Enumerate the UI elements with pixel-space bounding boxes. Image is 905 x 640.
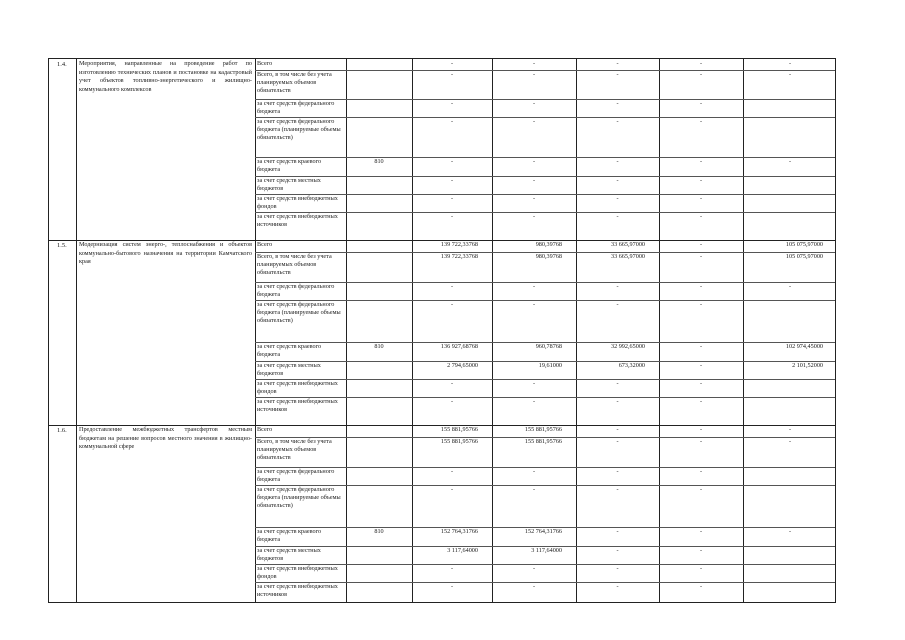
funding-source-label: Всего [257, 60, 273, 67]
funding-source-label: за счет средств внебюджетных источников [257, 583, 338, 598]
funding-source-label: за счет средств внебюджетных фондов [257, 195, 338, 210]
amount-cell: - [699, 253, 703, 260]
amount-cell: - [699, 177, 703, 184]
amount-cell: 105 075,97000 [785, 253, 823, 260]
section-number: 1.5. [57, 242, 67, 249]
amount-cell: - [616, 158, 619, 165]
amount-cell: - [616, 177, 619, 184]
amount-cell: - [616, 426, 619, 433]
amount-cell: 139 722,33768 [440, 241, 478, 248]
amount-cell: - [788, 158, 792, 165]
column-border [659, 59, 660, 602]
section-title: Модернизация систем энерго-, теплоснабжения и объектов коммунально-бытового назначения на территории Камчатского края [79, 241, 252, 266]
amount-cell: - [450, 583, 454, 590]
amount-cell: - [699, 547, 703, 554]
amount-cell: - [450, 565, 454, 572]
amount-cell: - [699, 343, 703, 350]
budget-code: 810 [374, 343, 384, 350]
amount-cell: - [616, 195, 619, 202]
funding-source-label: Всего [257, 426, 273, 433]
amount-cell: - [699, 380, 703, 387]
funding-source-label: за счет средств федерального бюджета [257, 283, 335, 298]
amount-cell: - [699, 301, 703, 308]
amount-cell: - [616, 118, 619, 125]
amount-cell: - [699, 486, 703, 493]
amount-cell: - [699, 438, 703, 445]
funding-source-label: Всего, в том числе без учета планируемых объемов обязательств [257, 71, 332, 94]
amount-cell: 136 927,68768 [440, 343, 478, 350]
amount-cell: - [450, 71, 454, 78]
amount-cell: - [532, 60, 536, 67]
amount-cell: - [532, 213, 536, 220]
amount-cell: - [450, 177, 454, 184]
amount-cell: - [532, 398, 536, 405]
amount-cell: 3 117,64000 [531, 547, 562, 554]
amount-cell: 32 992,65000 [610, 343, 645, 350]
column-border [743, 59, 744, 602]
amount-cell: - [616, 100, 619, 107]
amount-cell: - [450, 213, 454, 220]
amount-cell: - [699, 158, 703, 165]
amount-cell: 155 881,95766 [524, 426, 562, 433]
amount-cell: - [532, 283, 536, 290]
amount-cell: - [616, 583, 619, 590]
amount-cell: - [532, 486, 536, 493]
amount-cell: - [788, 283, 792, 290]
amount-cell: - [699, 195, 703, 202]
funding-source-label: за счет средств внебюджетных источников [257, 213, 338, 228]
amount-cell: - [699, 71, 703, 78]
funding-source-label: за счет средств краевого бюджета [257, 528, 322, 543]
funding-source-label: за счет средств местных бюджетов [257, 177, 321, 192]
amount-cell: - [616, 60, 619, 67]
amount-cell: - [450, 118, 454, 125]
amount-cell: - [616, 547, 619, 554]
amount-cell: 19,61000 [538, 362, 562, 369]
amount-cell: - [699, 362, 703, 369]
amount-cell: - [699, 583, 703, 590]
amount-cell: - [616, 283, 619, 290]
funding-source-label: Всего [257, 241, 273, 248]
amount-cell: - [450, 380, 454, 387]
amount-cell: - [450, 486, 454, 493]
amount-cell: - [616, 398, 619, 405]
amount-cell: - [616, 528, 619, 535]
amount-cell: - [532, 301, 536, 308]
section-number: 1.4. [57, 61, 67, 68]
amount-cell: 2 101,52000 [792, 362, 823, 369]
amount-cell: - [616, 438, 619, 445]
amount-cell: 960,78768 [535, 343, 562, 350]
amount-cell: - [699, 60, 703, 67]
amount-cell: - [699, 118, 703, 125]
amount-cell: - [788, 60, 792, 67]
amount-cell: - [616, 380, 619, 387]
amount-cell: 980,39768 [535, 241, 562, 248]
amount-cell: - [616, 213, 619, 220]
amount-cell: - [532, 71, 536, 78]
amount-cell: - [450, 301, 454, 308]
funding-source-label: за счет средств федерального бюджета (планируемые объемы обязательств) [257, 486, 341, 509]
amount-cell: - [532, 468, 536, 475]
section-number: 1.6. [57, 427, 67, 434]
amount-cell: - [450, 195, 454, 202]
column-border [346, 59, 347, 602]
amount-cell: - [699, 426, 703, 433]
funding-source-label: за счет средств местных бюджетов [257, 547, 321, 562]
amount-cell: - [788, 438, 792, 445]
amount-cell: - [532, 100, 536, 107]
funding-source-label: за счет средств федерального бюджета [257, 468, 335, 483]
amount-cell: - [532, 158, 536, 165]
column-border [412, 59, 413, 602]
amount-cell: - [699, 565, 703, 572]
funding-source-label: за счет средств местных бюджетов [257, 362, 321, 377]
budget-table [48, 58, 836, 603]
section-title: Предоставление межбюджетных трансфертов местным бюджетам на решение вопросов местного значения в жилищно-коммунальной сфере [79, 426, 252, 451]
amount-cell: 152 764,31766 [524, 528, 562, 535]
funding-source-label: за счет средств внебюджетных источников [257, 398, 338, 413]
funding-source-label: за счет средств краевого бюджета [257, 158, 322, 173]
funding-source-label: за счет средств федерального бюджета (планируемые объемы обязательств) [257, 118, 341, 141]
amount-cell: - [616, 71, 619, 78]
amount-cell: - [532, 118, 536, 125]
amount-cell: 155 881,95766 [524, 438, 562, 445]
amount-cell: - [699, 528, 703, 535]
amount-cell: - [450, 283, 454, 290]
amount-cell: 673,32000 [618, 362, 645, 369]
amount-cell: - [532, 195, 536, 202]
funding-source-label: Всего, в том числе без учета планируемых объемов обязательств [257, 438, 332, 461]
amount-cell: - [450, 398, 454, 405]
amount-cell: - [450, 60, 454, 67]
column-border [576, 59, 577, 602]
funding-source-label: за счет средств федерального бюджета [257, 100, 335, 115]
amount-cell: 105 075,97000 [785, 241, 823, 248]
amount-cell: - [532, 380, 536, 387]
amount-cell: 155 881,95766 [440, 426, 478, 433]
amount-cell: - [616, 565, 619, 572]
amount-cell: 3 117,64000 [447, 547, 478, 554]
amount-cell: - [450, 100, 454, 107]
amount-cell: - [699, 398, 703, 405]
section-title: Мероприятия, направленные на проведение работ по изготовлению технических планов и постановке на кадастровый учет объектов топливно-энергетического и жилищно-коммунального комплексов [79, 60, 252, 93]
amount-cell: - [788, 71, 792, 78]
amount-cell: - [532, 565, 536, 572]
amount-cell: - [616, 301, 619, 308]
amount-cell: 152 764,31766 [440, 528, 478, 535]
amount-cell: - [699, 468, 703, 475]
funding-source-label: за счет средств краевого бюджета [257, 343, 322, 358]
amount-cell: - [532, 177, 536, 184]
amount-cell: - [699, 283, 703, 290]
amount-cell: 139 722,33768 [440, 253, 478, 260]
amount-cell: 980,39768 [535, 253, 562, 260]
column-border [492, 59, 493, 602]
amount-cell: - [450, 158, 454, 165]
amount-cell: - [788, 426, 792, 433]
funding-source-label: за счет средств внебюджетных фондов [257, 380, 338, 395]
amount-cell: 33 665,97000 [610, 253, 645, 260]
amount-cell: - [699, 213, 703, 220]
amount-cell: - [788, 528, 792, 535]
amount-cell: - [699, 241, 703, 248]
funding-source-label: за счет средств федерального бюджета (планируемые объемы обязательств) [257, 301, 341, 324]
amount-cell: 2 794,65000 [447, 362, 478, 369]
amount-cell: - [616, 468, 619, 475]
amount-cell: - [699, 100, 703, 107]
budget-code: 810 [374, 158, 384, 165]
funding-source-label: Всего, в том числе без учета планируемых объемов обязательств [257, 253, 332, 276]
amount-cell: 155 881,95766 [440, 438, 478, 445]
amount-cell: - [616, 486, 619, 493]
funding-source-label: за счет средств внебюджетных фондов [257, 565, 338, 580]
column-border [255, 59, 256, 602]
budget-code: 810 [374, 528, 384, 535]
amount-cell: 33 665,97000 [610, 241, 645, 248]
amount-cell: - [532, 583, 536, 590]
column-border [76, 59, 77, 602]
amount-cell: 102 974,45000 [785, 343, 823, 350]
amount-cell: - [450, 468, 454, 475]
